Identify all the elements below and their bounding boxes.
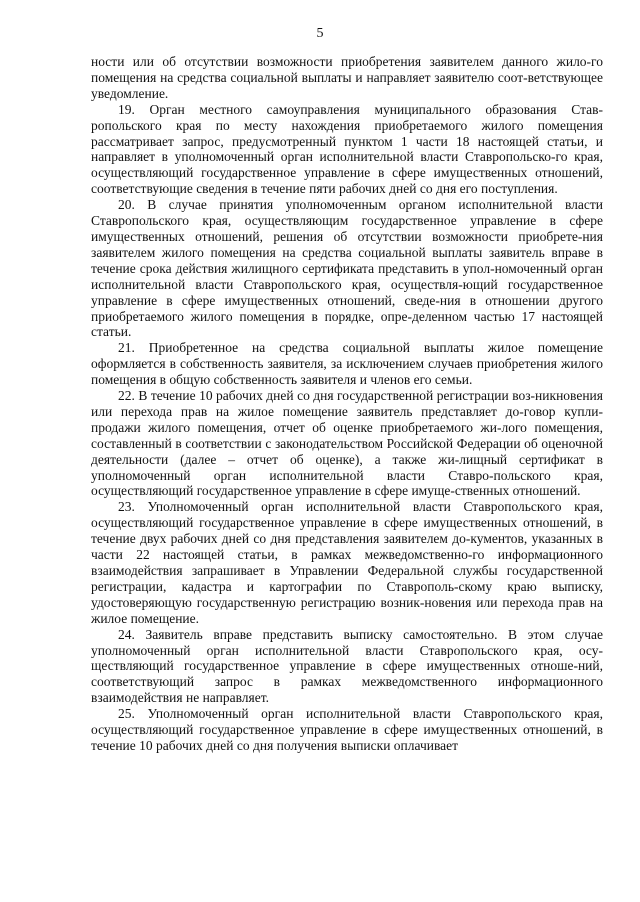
paragraph-24: 24. Заявитель вправе представить выписку самостоятельно. В этом случае уполномоченный орган исполнительной власти Ставропольского края, осу-ществляющий государственное управление в сфере имущественных отноше-ний, соответствующий запрос в рамках межведомственного информационного взаимодействия не направляет.	[91, 626, 603, 706]
paragraph-20: 20. В случае принятия уполномоченным органом исполнительной власти Ставропольского края, осуществляющим государственное управление в сфере имущественных отношений, решения об отсутствии возможности приобрете-ния заявителем жилого помещения на средства социальной выплаты заявитель вправе в течение срока действия жилищного сертификата представить в упол-номоченный орган исполнительной власти Ставропольского края, осуществля-ющий государственное управление в сфере имущественных отношений, сведе-ния в отношении другого приобретаемого жилого помещения в порядке, опре-деленном частью 17 настоящей статьи.	[91, 197, 603, 340]
document-body	[91, 54, 603, 754]
paragraph-19: 19. Орган местного самоуправления муниципального образования Став-ропольского края по месту нахождения приобретаемого жилого помещения рассматривает запрос, предусмотренный пунктом 1 части 18 настоящей статьи, и направляет в уполномоченный орган исполнительной власти Ставропольско-го края, осуществляющий государственное управление в сфере имущественных отношений, соответствующие сведения в течение пяти рабочих дней со дня его поступления.	[91, 101, 603, 197]
paragraph-25: 25. Уполномоченный орган исполнительной власти Ставропольского края, осуществляющий государственное управление в сфере имущественных отношений, в течение 10 рабочих дней со дня получения выписки оплачивает	[91, 706, 603, 753]
page-number: 5	[316, 26, 324, 41]
paragraph-continuation: ности или об отсутствии возможности приобретения заявителем данного жило-го помещения на средства социальной выплаты и направляет заявителю соот-ветствующее уведомление.	[91, 54, 603, 101]
paragraph-23: 23. Уполномоченный орган исполнительной власти Ставропольского края, осуществляющий государственное управление в сфере имущественных отношений, в течение двух рабочих дней со дня представления заявителем до-кументов, указанных в части 22 настоящей статьи, в рамках межведомственно-го информационного взаимодействия запрашивает в Управлении Федеральной службы государственной регистрации, кадастра и картографии по Ставрополь-скому краю выписку, удостоверяющую государственную регистрацию возник-новения или перехода прав на жилое помещение.	[91, 499, 603, 626]
paragraph-22: 22. В течение 10 рабочих дней со дня государственной регистрации воз-никновения или перехода прав на жилое помещение заявитель представляет до-говор купли-продажи жилого помещения, отчет об оценке приобретаемого жи-лого помещения, составленный в соответствии с законодательством Российской Федерации об оценочной деятельности (далее – отчет об оценке), а также жи-лищный сертификат в уполномоченный орган исполнительной власти Ставро-польского края, осуществляющий государственное управление в сфере имуще-ственных отношений.	[91, 388, 603, 499]
paragraph-21: 21. Приобретенное на средства социальной выплаты жилое помещение оформляется в собственность заявителя, за исключением случаев приобретения жилого помещения в общую собственность заявителя и членов его семьи.	[91, 340, 603, 388]
